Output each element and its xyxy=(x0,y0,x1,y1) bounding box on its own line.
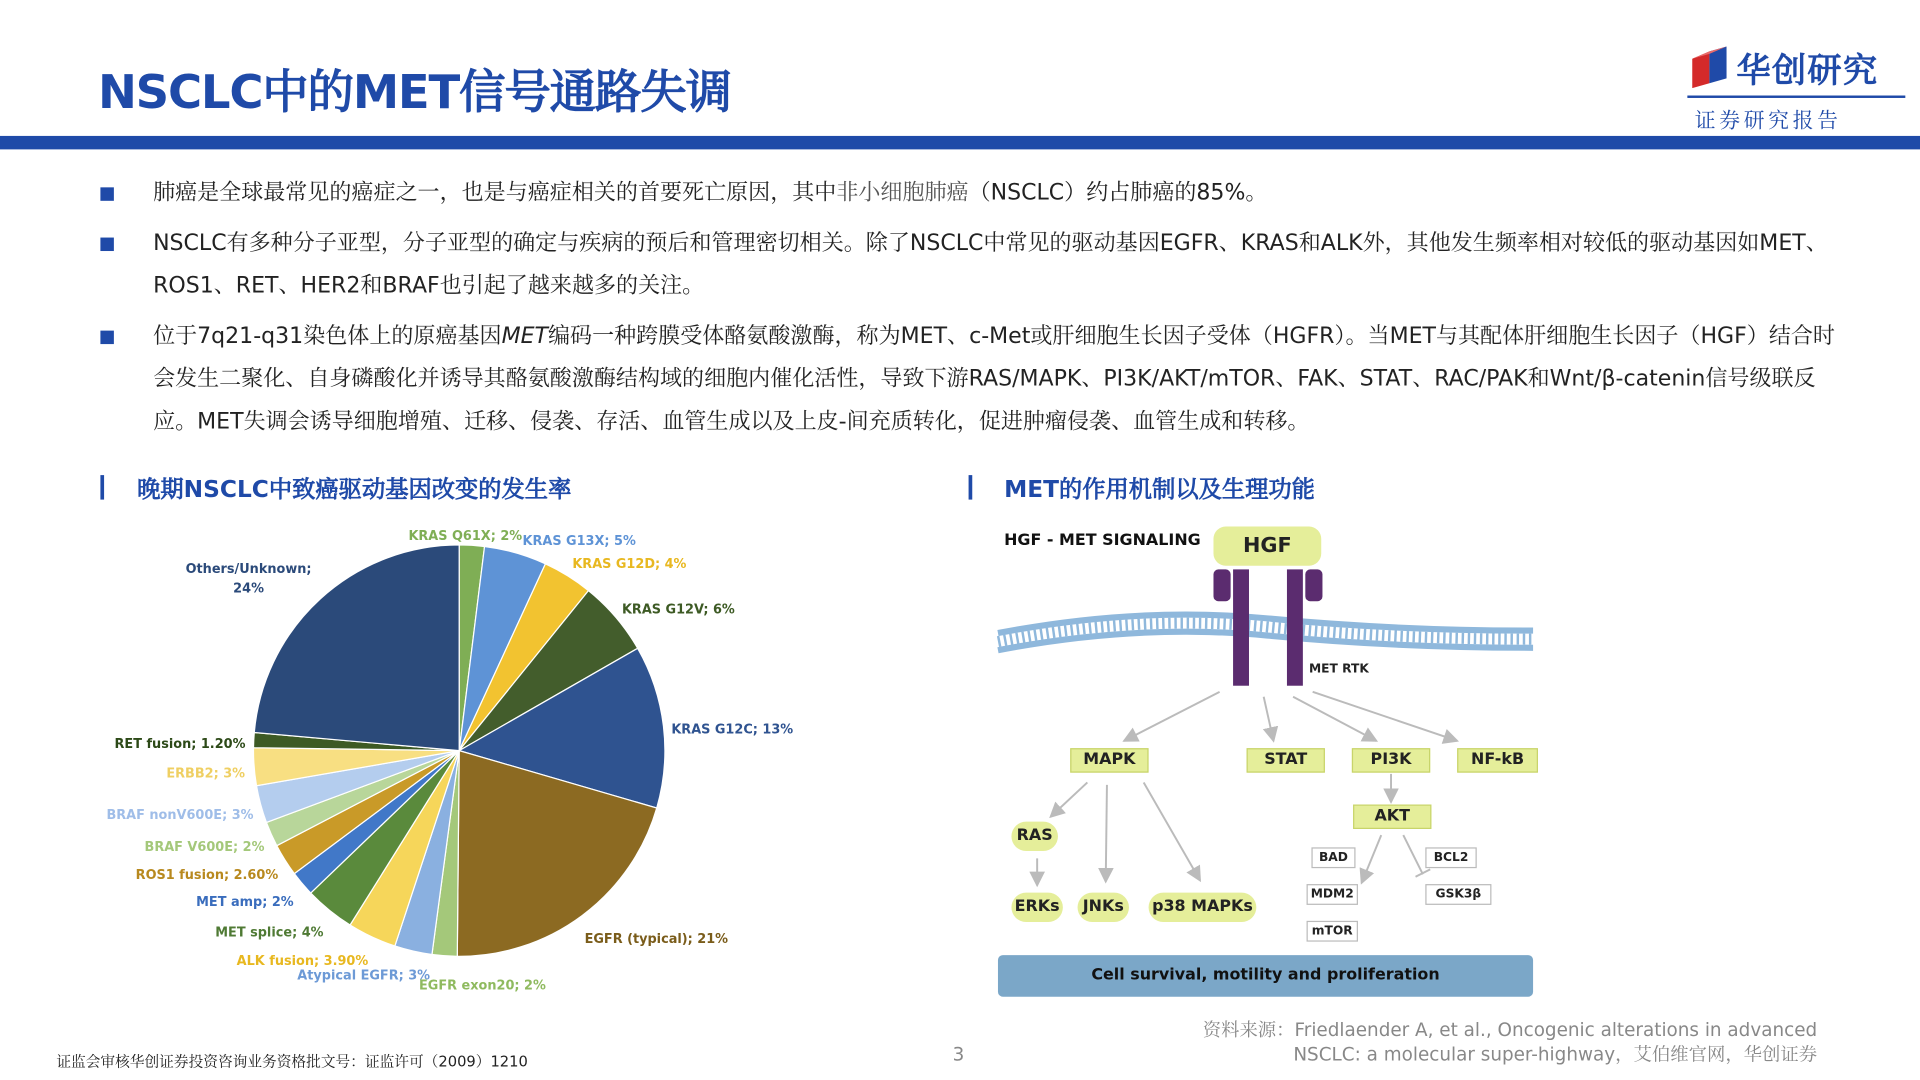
pie-slice-label: KRAS Q61X; 2% xyxy=(408,528,523,544)
node-mdm2: MDM2 xyxy=(1307,884,1358,905)
brand-logo-icon xyxy=(1687,47,1731,89)
node-stat: STAT xyxy=(1247,748,1325,772)
pathway-arrows xyxy=(1037,692,1457,885)
node-mapk: MAPK xyxy=(1070,748,1148,772)
bullet-emphasis: 非小细胞肺癌 xyxy=(836,180,969,206)
section-marker xyxy=(969,475,973,499)
brand-divider xyxy=(1687,96,1905,98)
pie-slice-label: KRAS G13X; 5% xyxy=(522,533,636,549)
pie-slice-label: EGFR (typical); 21% xyxy=(584,931,729,947)
pie-slice-label: EGFR exon20; 2% xyxy=(419,978,546,994)
met-rtk-label: MET RTK xyxy=(1308,662,1369,676)
pie-slice-label: MET splice; 4% xyxy=(215,925,324,941)
left-section-title: 晚期NSCLC中致癌驱动基因改变的发生率 xyxy=(137,476,572,504)
bullet-item xyxy=(98,315,1837,444)
pie-slice-label: ALK fusion; 3.90% xyxy=(236,953,369,969)
hgf-ligand: HGF xyxy=(1213,527,1321,566)
pie-slice-label: KRAS G12C; 13% xyxy=(671,722,794,738)
brand-block xyxy=(1687,44,1905,134)
source-line: 资料来源：Friedlaender A, et al., Oncogenic alterations in advanced xyxy=(1202,1018,1818,1041)
bullet-text: 位于7q21-q31染色体上的原癌基因 xyxy=(153,323,502,349)
pie-chart xyxy=(0,508,955,1010)
node-nfkb: NF-kB xyxy=(1457,748,1538,772)
bullet-square-icon xyxy=(100,331,113,344)
node-bcl2: BCL2 xyxy=(1425,847,1476,868)
node-p38-mapks: p38 MAPKs xyxy=(1149,893,1257,922)
page-title: NSCLC中的MET信号通路失调 xyxy=(97,64,731,119)
bullet-text: 肺癌是全球最常见的癌症之一，也是与癌症相关的首要死亡原因，其中 xyxy=(153,180,837,206)
bullet-square-icon xyxy=(100,238,113,251)
met-signaling-diagram xyxy=(992,520,1543,1010)
node-ras: RAS xyxy=(1011,822,1058,851)
pie-slice-label: BRAF V600E; 2% xyxy=(144,840,265,855)
license-note: 证监会审核华创证券投资咨询业务资格批文号：证监许可（2009）1210 xyxy=(56,1053,528,1071)
page-number: 3 xyxy=(952,1043,965,1066)
outcome-bar: Cell survival, motility and proliferation xyxy=(998,955,1533,997)
header-rule xyxy=(0,136,1920,149)
bullet-gene-name: MET xyxy=(501,323,548,349)
bullet-list xyxy=(98,171,1837,450)
brand-name: 华创研究 xyxy=(1736,50,1879,91)
node-gsk3b: GSK3β xyxy=(1425,884,1491,905)
pie-slice-label: Atypical EGFR; 3% xyxy=(297,968,431,984)
pie-slice-label: KRAS G12D; 4% xyxy=(572,557,687,572)
node-mtor: mTOR xyxy=(1307,921,1358,942)
node-akt: AKT xyxy=(1353,804,1431,828)
pie-slice-label: ERBB2; 3% xyxy=(166,766,246,782)
bullet-text: 编码一种跨膜受体酪氨酸激酶，称为MET、c-Met或肝细胞生长因子受体（HGFR）。当MET与其配体肝细胞生长因子（HGF）结合时会发生二聚化、自身磷酸化并诱导其酪氨酸激酶结构域的细胞内催化活性，导致下游RAS/MAPK、PI3K/AKT/mTOR、FAK、STAT、RAC/PAK和Wnt/β-catenin信号级联反应。MET失调会诱导细胞增殖、迁移、侵袭、存活、血管生成以及上皮-间充质转化，促进肿瘤侵袭、血管生成和转移。 xyxy=(153,323,1835,435)
pie-slice-label: MET amp; 2% xyxy=(196,895,294,910)
pie-slice-label: Others/Unknown; 24% xyxy=(185,562,312,597)
cell-membrane xyxy=(998,615,1533,651)
node-erks: ERKs xyxy=(1011,893,1062,922)
source-line: NSCLC: a molecular super-highway，艾伯维官网，华创证券 xyxy=(1293,1043,1818,1066)
node-bad: BAD xyxy=(1311,847,1355,868)
source-note xyxy=(1203,1018,1817,1067)
pie-slice-label: KRAS G12V; 6% xyxy=(621,602,735,618)
pie-slice-label: ROS1 fusion; 2.60% xyxy=(135,868,279,883)
pie-slice-label: BRAF nonV600E; 3% xyxy=(106,808,254,823)
right-section-title: MET的作用机制以及生理功能 xyxy=(1004,476,1315,504)
bullet-item xyxy=(98,171,1837,214)
bullet-text: （NSCLC）约占肺癌的85%。 xyxy=(968,180,1268,206)
brand-subtitle: 证券研究报告 xyxy=(1694,108,1842,134)
pie-slice-label: RET fusion; 1.20% xyxy=(114,737,246,752)
section-marker xyxy=(100,475,104,499)
node-jnks: JNKs xyxy=(1078,893,1129,922)
node-pi3k: PI3K xyxy=(1352,748,1430,772)
diagram-title: HGF - MET SIGNALING xyxy=(1004,531,1201,550)
bullet-item xyxy=(98,222,1837,308)
bullet-square-icon xyxy=(100,187,113,200)
bullet-text: NSCLC有多种分子亚型，分子亚型的确定与疾病的预后和管理密切相关。除了NSCLC中常见的驱动基因EGFR、KRAS和ALK外，其他发生频率相对较低的驱动基因如MET、ROS1、RET、HER2和BRAF也引起了越来越多的关注。 xyxy=(153,230,1828,299)
pie-chart-svg xyxy=(0,508,955,1010)
